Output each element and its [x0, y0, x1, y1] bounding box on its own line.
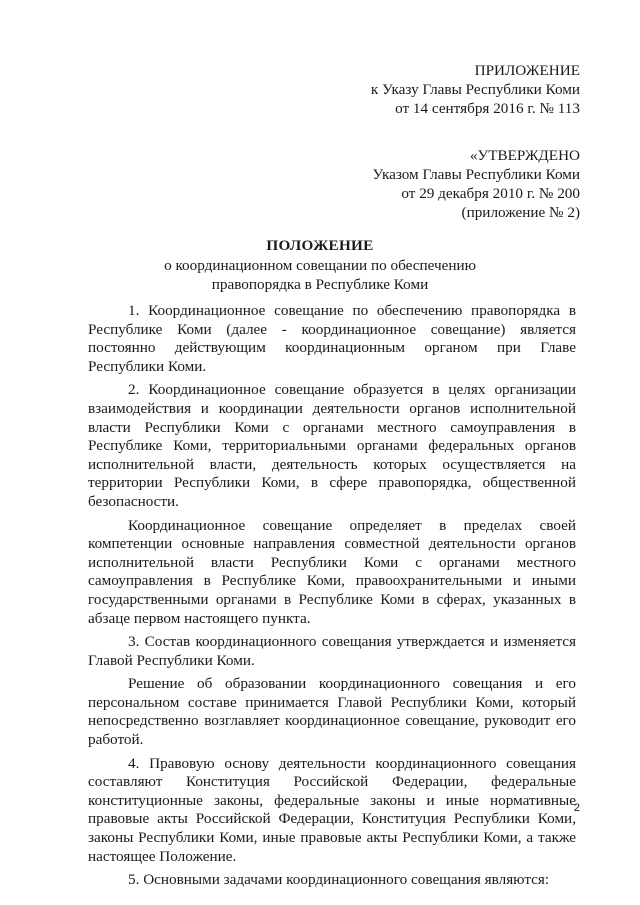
paragraph: 3. Состав координационного совещания утверждается и изменяется Главой Республики Коми.: [88, 633, 576, 669]
document-heading: [100, 236, 540, 295]
paragraph: 5. Основными задачами координационного совещания являются:: [128, 871, 550, 889]
approval-appendix-ref: (приложение № 2): [461, 204, 580, 221]
appendix-date: от 14 сентября 2016 г. № 113: [395, 100, 580, 117]
approval-date: от 29 декабря 2010 г. № 200: [401, 185, 580, 202]
document-title: ПОЛОЖЕНИЕ: [266, 237, 374, 254]
approval-decree: Указом Главы Республики Коми: [372, 166, 580, 183]
paragraph: 1. Координационное совещание по обеспечению правопорядка в Республике Коми (далее - координационное совещание) является постоянно действующим координационным органом при Главе Республики Коми.: [88, 302, 576, 375]
document-subtitle-line-2: правопорядка в Республике Коми: [211, 276, 429, 293]
approval-title: «УТВЕРЖДЕНО: [469, 147, 580, 164]
approval-stamp: [373, 146, 580, 222]
paragraph: Решение об образовании координационного совещания и его персональном составе принимается Главой Республики Коми, который непосредственно возглавляет координационное совещание, руководит его работой.: [88, 675, 576, 749]
page-number: 2: [573, 802, 580, 814]
paragraph: Координационное совещание определяет в пределах своей компетенции основные направления совместной деятельности органов исполнительной власти Республики Коми с органами местного самоуправления в Республике Коми, правоохранительными и иными государственными органами в Республике Коми в сферах, указанных в абзаце первом настоящего пункта.: [88, 516, 576, 627]
document-body: [88, 302, 576, 895]
paragraph: 4. Правовую основу деятельности координационного совещания составляют Конституция Российской Федерации, федеральные конституционные законы, федеральные законы и иные нормативные правовые акты Российской Федерации, Конституция Республики Коми, законы Республики Коми, иные правовые акты Республики Коми, а также настоящее Положение.: [88, 754, 576, 865]
document-subtitle-line-1: о координационном совещании по обеспечению: [164, 256, 476, 274]
appendix-header: [371, 61, 580, 118]
appendix-title: ПРИЛОЖЕНИЕ: [474, 62, 580, 79]
appendix-decree: к Указу Главы Республики Коми: [370, 81, 580, 98]
paragraph: 2. Координационное совещание образуется в целях организации взаимодействия и координации деятельности органов исполнительной власти Республики Коми с органами местного самоуправления в Республике Коми, территориальными органами федеральных органов исполнительной власти, деятельность которых осуществляется на территории Республики Коми, в сфере правопорядка, общественной безопасности.: [88, 381, 576, 510]
